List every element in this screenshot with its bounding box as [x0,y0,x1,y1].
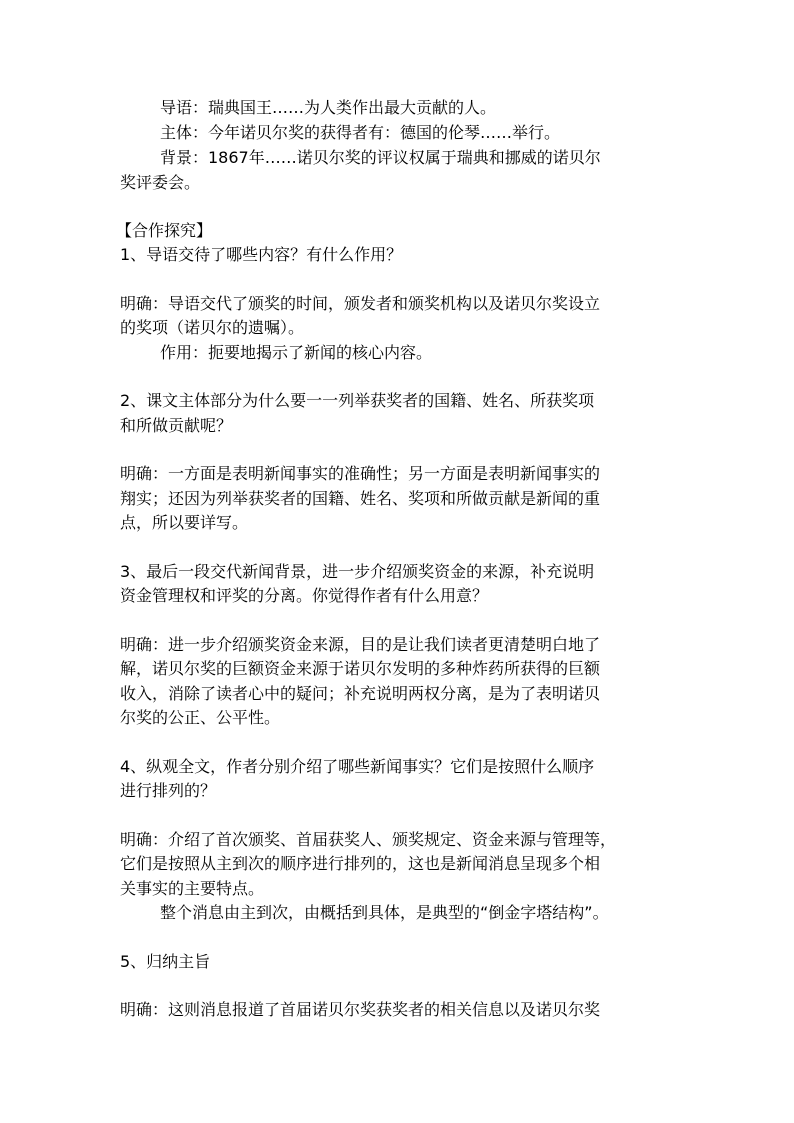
q4-answer-line2: 它们是按照从主到次的顺序进行排列的，这也是新闻消息呈现多个相 [120,854,601,873]
q1-answer-line3: 作用：扼要地揭示了新闻的核心内容。 [160,343,433,362]
q5-question: 5、归纳主旨 [120,952,211,971]
q2-question-line1: 2、课文主体部分为什么要一一列举获奖者的国籍、姓名、所获奖项 [120,391,595,410]
q3-answer-line2: 解，诺贝尔奖的巨额资金来源于诺贝尔发明的多种炸药所获得的巨额 [120,659,601,678]
q1-answer-line2: 的奖项（诺贝尔的遗嘱）。 [120,318,305,337]
q1-answer-line1: 明确：导语交代了颁奖的时间，颁发者和颁奖机构以及诺贝尔奖设立 [120,294,601,313]
q2-answer-line3: 点，所以要详写。 [120,513,249,532]
q4-answer-line3: 关事实的主要特点。 [120,879,265,898]
q1-question: 1、导语交待了哪些内容？有什么作用？ [120,245,403,264]
intro-beijing-line2: 奖评委会。 [120,173,201,192]
q3-answer-line1: 明确：进一步介绍颁奖资金来源，目的是让我们读者更清楚明白地了 [120,635,601,654]
q4-question-line2: 进行排列的？ [120,781,217,800]
q2-question-line2: 和所做贡献呢？ [120,416,233,435]
q3-question-line2: 资金管理权和评奖的分离。你觉得作者有什么用意？ [120,586,489,605]
q2-answer-line1: 明确：一方面是表明新闻事实的准确性；另一方面是表明新闻事实的 [120,464,601,483]
intro-zhuti: 主体：今年诺贝尔奖的获得者有：德国的伦琴……举行。 [160,123,561,142]
q5-answer-line1: 明确：这则消息报道了首届诺贝尔奖获奖者的相关信息以及诺贝尔奖 [120,1000,601,1019]
q4-answer-line4: 整个消息由主到次，由概括到具体，是典型的“倒金字塔结构”。 [160,903,609,922]
q4-answer-line1: 明确：介绍了首次颁奖、首届获奖人、颁奖规定、资金来源与管理等， [120,830,617,849]
q3-answer-line3: 收入，消除了读者心中的疑问；补充说明两权分离，是为了表明诺贝 [120,684,601,703]
intro-daoyu: 导语：瑞典国王……为人类作出最大贡献的人。 [160,98,497,117]
q3-answer-line4: 尔奖的公正、公平性。 [120,708,281,727]
q3-question-line1: 3、最后一段交代新闻背景，进一步介绍颁奖资金的来源，补充说明 [120,562,595,581]
q4-question-line1: 4、纵观全文，作者分别介绍了哪些新闻事实？它们是按照什么顺序 [120,757,595,776]
q2-answer-line2: 翔实；还因为列举获奖者的国籍、姓名、奖项和所做贡献是新闻的重 [120,489,601,508]
intro-beijing-line1: 背景：1867年……诺贝尔奖的评议权属于瑞典和挪威的诺贝尔 [160,148,601,167]
section-title: 【合作探究】 [116,221,213,240]
